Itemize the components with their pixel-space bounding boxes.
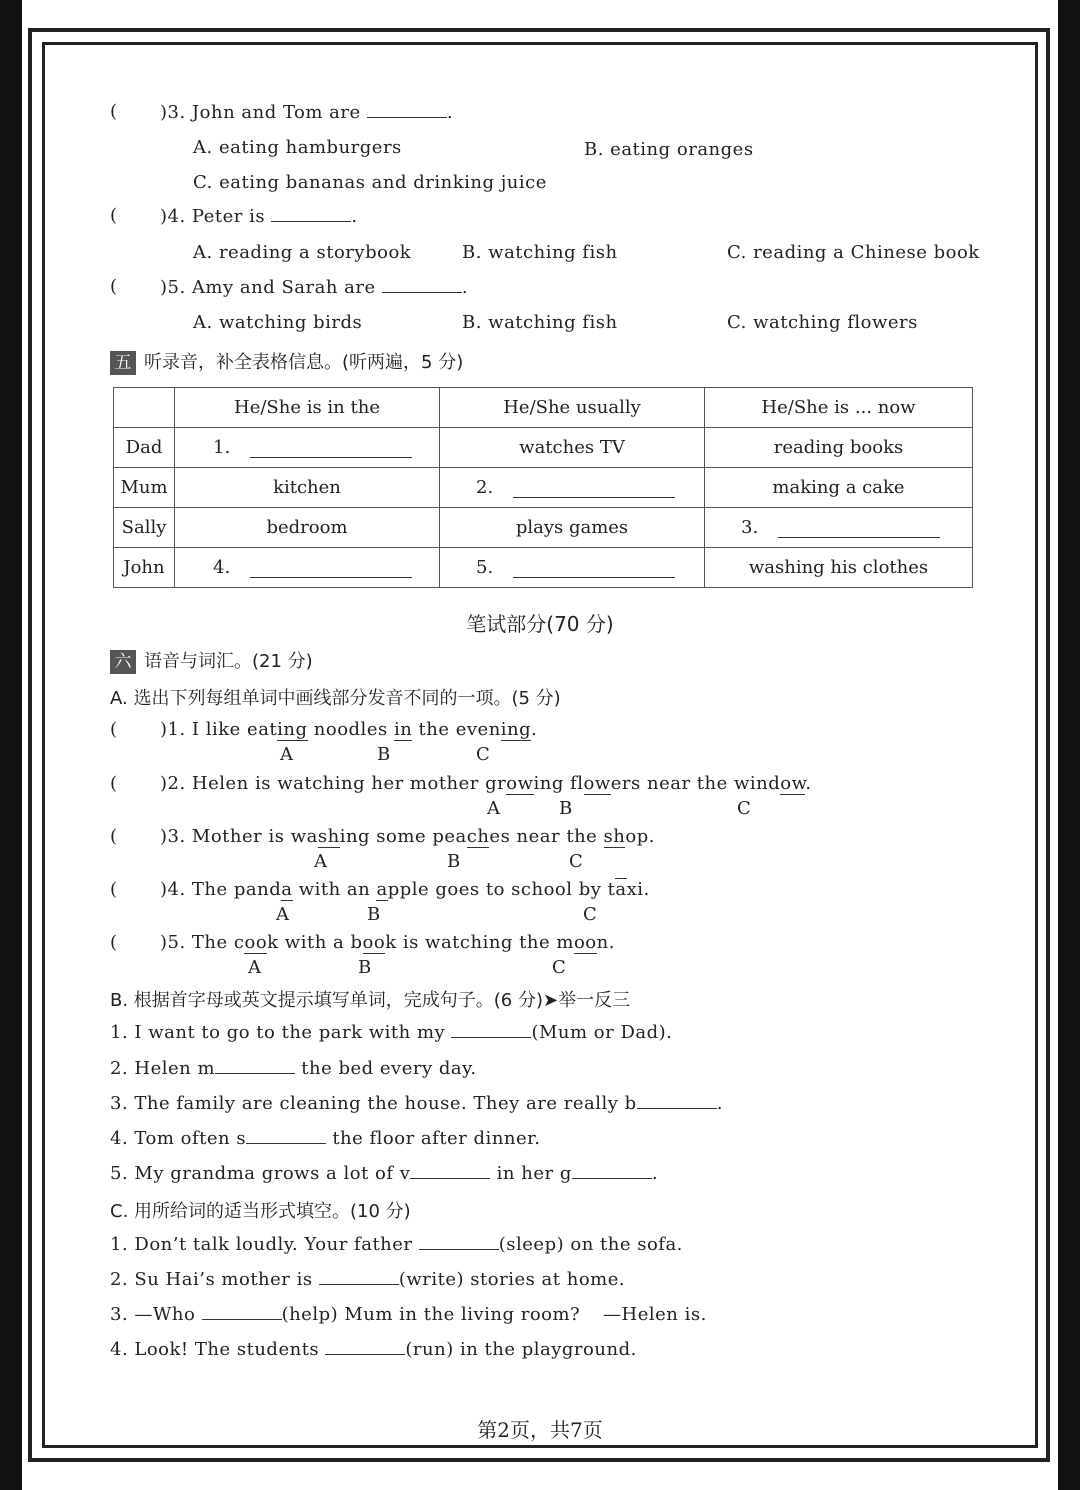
phonics-4: )4. The panda with an apple goes to school by taxi. (160, 879, 650, 900)
verb-form-3-answer: —Helen is. (603, 1304, 707, 1325)
answer-paren: ( (110, 879, 118, 900)
answer-blank[interactable] (246, 1127, 326, 1144)
option-c: C. reading a Chinese book (727, 242, 980, 263)
table-cell: washing his clothes (705, 548, 973, 588)
label-a: A (314, 851, 327, 872)
table-cell: watches TV (440, 428, 705, 468)
answer-blank[interactable] (410, 1162, 490, 1179)
answer-paren: ( (110, 276, 118, 297)
verb-form-4: 4. Look! The students (run) in the playground. (110, 1339, 637, 1360)
answer-paren: ( (110, 719, 118, 740)
table-cell: bedroom (175, 508, 440, 548)
label-b: B (447, 851, 461, 872)
answer-blank[interactable] (325, 1338, 405, 1355)
table-row (114, 468, 973, 508)
part-a-instruction: A. 选出下列每组单词中画线部分发音不同的一项。(5 分) (110, 688, 561, 709)
answer-blank[interactable] (319, 1268, 399, 1285)
answer-paren: ( (110, 101, 118, 122)
question-4-3: )3. John and Tom are . (160, 102, 454, 123)
phonics-5: )5. The cook with a book is watching the moon. (160, 932, 615, 953)
table-row (114, 508, 973, 548)
label-a: A (248, 957, 261, 978)
option-c: C. watching flowers (727, 312, 918, 333)
table-row (114, 428, 973, 468)
answer-paren: ( (110, 773, 118, 794)
table-cell: making a cake (705, 468, 973, 508)
part-b-instruction: B. 根据首字母或英文提示填写单词，完成句子。(6 分)➤举一反三 (110, 990, 631, 1011)
label-c: C (476, 744, 490, 765)
label-a: A (276, 904, 289, 925)
table-cell: reading books (705, 428, 973, 468)
fill-cell[interactable]: 2. (440, 468, 705, 508)
table-row (114, 548, 973, 588)
answer-blank[interactable] (202, 1303, 282, 1320)
row-name: John (114, 548, 175, 588)
label-a: A (487, 798, 500, 819)
scan-edge-right (1058, 0, 1080, 1490)
table-cell: plays games (440, 508, 705, 548)
fill-cell[interactable]: 4. (175, 548, 440, 588)
fill-cell[interactable]: 1. (175, 428, 440, 468)
written-section-title: 笔试部分(70 分) (466, 612, 614, 636)
phonics-3: )3. Mother is washing some peaches near the shop. (160, 826, 655, 847)
answer-blank[interactable] (215, 1057, 295, 1074)
section-6-header: 六 语音与词汇。(21 分) (110, 647, 313, 674)
question-4-5: )5. Amy and Sarah are . (160, 277, 469, 298)
fill-sentence-5: 5. My grandma grows a lot of v in her g . (110, 1163, 659, 1184)
table-header: He/She usually (440, 388, 705, 428)
option-b: B. eating oranges (584, 139, 754, 160)
label-c: C (737, 798, 751, 819)
phonics-2: )2. Helen is watching her mother growing flowers near the window. (160, 773, 812, 794)
answer-blank[interactable] (451, 1021, 531, 1038)
table-header: He/She is in the (175, 388, 440, 428)
label-b: B (559, 798, 573, 819)
answer-paren: ( (110, 205, 118, 226)
page-number: 第2页，共7页 (477, 1418, 603, 1442)
option-a: A. watching birds (193, 312, 363, 333)
verb-form-1: 1. Don’t talk loudly. Your father (sleep) on the sofa. (110, 1234, 683, 1255)
table-header-row (114, 388, 973, 428)
answer-paren: ( (110, 932, 118, 953)
row-name: Sally (114, 508, 175, 548)
answer-blank[interactable] (572, 1162, 652, 1179)
section-5-header: 五 听录音，补全表格信息。(听两遍，5 分) (110, 348, 463, 375)
scan-edge-left (0, 0, 22, 1490)
option-a: A. eating hamburgers (193, 137, 402, 158)
row-name: Mum (114, 468, 175, 508)
option-b: B. watching fish (462, 242, 618, 263)
label-c: C (569, 851, 583, 872)
phonics-1: )1. I like eating noodles in the evening. (160, 719, 538, 740)
table-header: He/She is ... now (705, 388, 973, 428)
label-c: C (583, 904, 597, 925)
listening-table (113, 387, 973, 588)
fill-cell[interactable]: 3. (705, 508, 973, 548)
fill-sentence-4: 4. Tom often s the floor after dinner. (110, 1128, 541, 1149)
label-c: C (552, 957, 566, 978)
option-a: A. reading a storybook (193, 242, 412, 263)
verb-form-2: 2. Su Hai’s mother is (write) stories at home. (110, 1269, 626, 1290)
option-b: B. watching fish (462, 312, 618, 333)
section-badge: 六 (110, 650, 136, 674)
label-b: B (367, 904, 381, 925)
label-b: B (358, 957, 372, 978)
table-cell: kitchen (175, 468, 440, 508)
section-badge: 五 (110, 351, 136, 375)
fill-cell[interactable]: 5. (440, 548, 705, 588)
label-b: B (377, 744, 391, 765)
question-4-4: )4. Peter is . (160, 206, 358, 227)
option-c: C. eating bananas and drinking juice (193, 172, 547, 193)
answer-blank[interactable] (419, 1233, 499, 1250)
row-name: Dad (114, 428, 175, 468)
part-c-instruction: C. 用所给词的适当形式填空。(10 分) (110, 1201, 411, 1222)
verb-form-3: 3. —Who (help) Mum in the living room? (110, 1304, 581, 1325)
fill-sentence-1: 1. I want to go to the park with my (Mum or Dad). (110, 1022, 673, 1043)
fill-sentence-2: 2. Helen m the bed every day. (110, 1058, 477, 1079)
fill-sentence-3: 3. The family are cleaning the house. They are really b . (110, 1093, 723, 1114)
answer-paren: ( (110, 826, 118, 847)
answer-blank[interactable] (637, 1092, 717, 1109)
label-a: A (280, 744, 293, 765)
